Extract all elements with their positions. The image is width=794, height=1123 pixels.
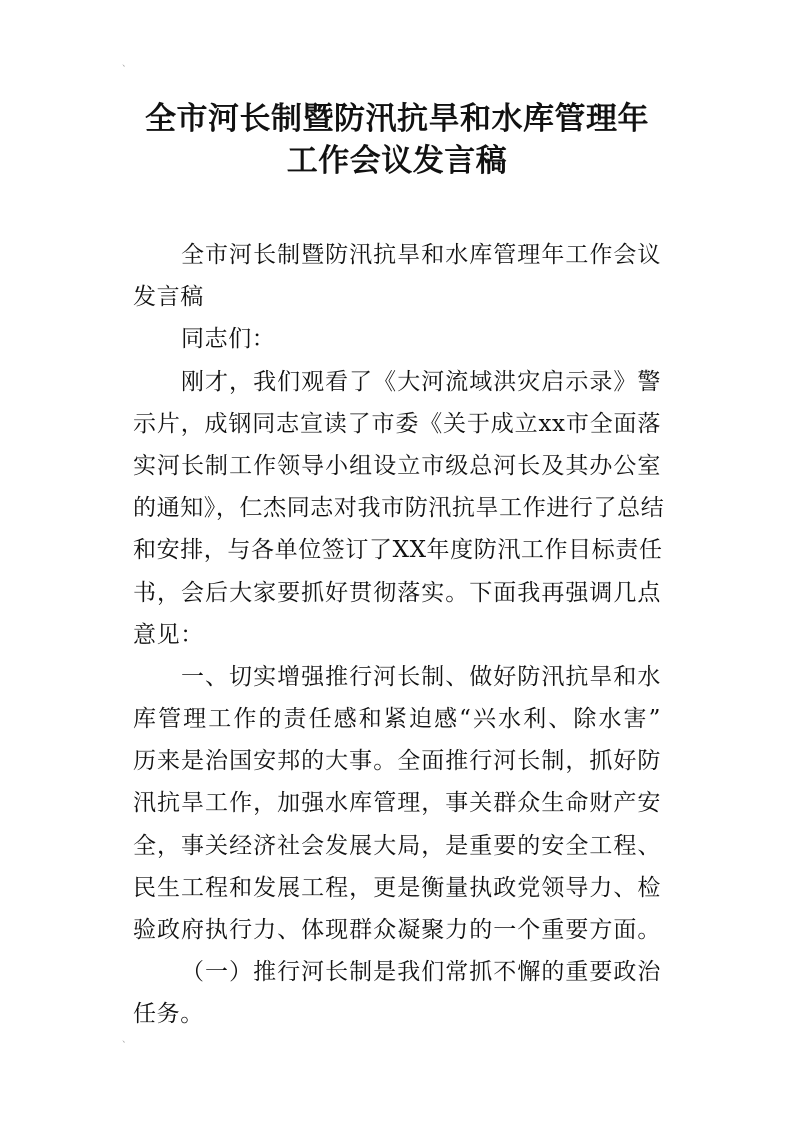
body-line: 意见： [133,621,204,648]
body-line: 实河长制工作领导小组设立市级总河长及其办公室 [133,452,661,479]
subsection-heading-line: （一）推行河长制是我们常抓不懈的重要政治 [181,959,661,986]
corner-mark-bottom: 、 [122,1035,132,1045]
body-line: 发言稿 [133,284,204,311]
title-line-2: 工作会议发言稿 [286,143,508,179]
salutation: 同志们： [181,326,276,353]
body-line: 汛抗旱工作，加强水库管理，事关群众生命财产安 [133,790,661,817]
body-line: 任务。 [133,1001,204,1028]
body-line: 的通知》，仁杰同志对我市防汛抗旱工作进行了总结 [133,495,665,522]
document-title [120,98,674,182]
body-line: 刚才，我们观看了《大河流域洪灾启示录》警 [181,368,661,395]
speech-body [133,234,665,1036]
body-line: 全市河长制暨防汛抗旱和水库管理年工作会议 [181,242,661,268]
body-line: 全，事关经济社会发展大局，是重要的安全工程、 [133,832,661,859]
corner-mark-top: 、 [122,59,132,69]
section-heading-line: 一、切实增强推行河长制、做好防汛抗旱和水 [181,663,661,690]
body-line: 和安排，与各单位签订了XX年度防汛工作目标责任 [133,537,663,564]
body-line: 库管理工作的责任感和紧迫感“兴水利、除水害” [133,706,661,733]
body-line: 民生工程和发展工程，更是衡量执政党领导力、检 [133,874,661,901]
body-line: 示片，成钢同志宣读了市委《关于成立xx市全面落 [133,410,661,437]
body-line: 书，会后大家要抓好贯彻落实。下面我再强调几点 [133,579,661,606]
body-line: 验政府执行力、体现群众凝聚力的一个重要方面。 [133,917,661,943]
body-line: 历来是治国安邦的大事。全面推行河长制，抓好防 [133,748,661,775]
title-line-1: 全市河长制暨防汛抗旱和水库管理年 [145,101,649,137]
